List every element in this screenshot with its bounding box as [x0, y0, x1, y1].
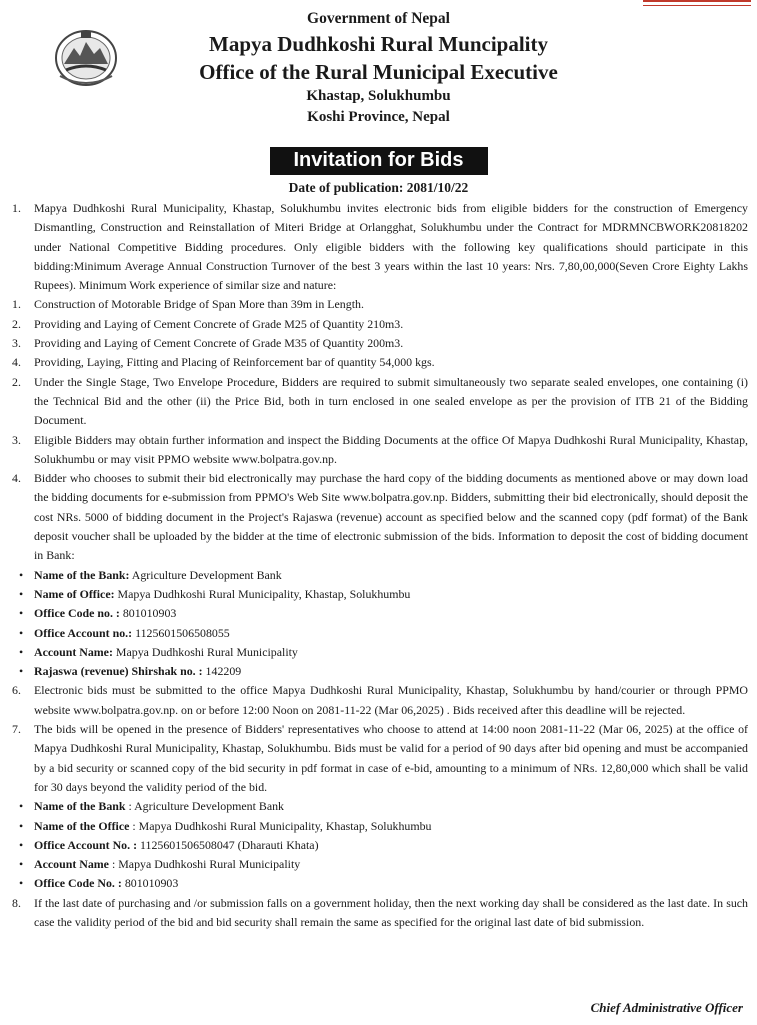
security-detail-bank-name	[12, 797, 748, 816]
municipality-name: Mapya Dudhkoshi Rural Muncipality	[209, 32, 548, 56]
bullet-icon: •	[19, 857, 24, 872]
detail-label: Office Account No. :	[34, 837, 138, 852]
detail-value: : Mapya Dudhkoshi Rural Municipality, Khastap, Solukhumbu	[129, 818, 432, 833]
detail-label: Rajaswa (revenue) Shirshak no. :	[34, 664, 203, 679]
paragraph-2	[12, 373, 748, 431]
notice-title: Invitation for Bids	[270, 147, 488, 175]
bank-detail-office-code	[12, 604, 748, 623]
address-line-1: Khastap, Solukhumbu	[306, 88, 451, 104]
detail-value: 801010903	[121, 876, 179, 891]
title-wrapper	[0, 147, 757, 175]
bank-detail-office-name	[12, 585, 748, 604]
detail-label: Name of the Bank	[34, 799, 126, 814]
paragraph-1	[12, 199, 748, 295]
detail-label: Office Account no.:	[34, 625, 133, 640]
detail-value: : Mapya Dudhkoshi Rural Municipality	[108, 857, 301, 872]
item-text: Bidder who chooses to submit their bid electronically may purchase the hard copy of the bidding documents as mentioned above or may down load the bidding documents for e-submission from PPMO's Web Site www.bolpatra.gov.np. Bidders, submitting their bid electronically, should deposit the cost NRs. 5000 of bidding document in the Project's Rajaswa (revenue) account as specified below and the scanned copy (pdf format) of the Bank deposit voucher shall be uploaded by the bidder at the time of electronic submission of the bids. Information to deposit the cost of bidding document in Bank:	[34, 471, 748, 563]
item-number: 3.	[12, 336, 21, 351]
detail-value: : Agriculture Development Bank	[125, 799, 285, 814]
item-text: Construction of Motorable Bridge of Span More than 39m in Length.	[34, 297, 364, 312]
detail-value: 1125601506508055	[132, 625, 230, 640]
notice-body	[12, 199, 748, 932]
publication-date: Date of publication: 2081/10/22	[288, 180, 469, 195]
item-number: 2.	[12, 374, 21, 389]
letterhead	[0, 8, 757, 128]
item-number: 4.	[12, 471, 21, 486]
bullet-icon: •	[19, 625, 24, 640]
bullet-icon: •	[19, 567, 24, 582]
detail-label: Account Name:	[34, 644, 113, 659]
detail-label: Office Code no. :	[34, 606, 120, 621]
paragraph-8	[12, 894, 748, 933]
office-name: Office of the Rural Municipal Executive	[199, 60, 558, 84]
detail-value: Agriculture Development Bank	[129, 567, 282, 582]
paragraph-6	[12, 681, 748, 720]
government-line: Government of Nepal	[307, 10, 450, 27]
item-text: The bids will be opened in the presence of Bidders' representatives who choose to attend at 14:00 noon 2081-11-22 (Mar 06, 2025) at the office of Mapya Dudhkoshi Rural Municipality, Khastap, Solukhumbu. Bids must be valid for a period of 90 days after bid opening and must be accompanied by a bid security or scanned copy of the bid security in pdf format in case of e-bid, amounting to a minimum of NRs. 12,80,000 which shall be valid for 30 days beyond the validity period of the bid.	[34, 722, 748, 794]
qualification-4	[12, 353, 748, 372]
bullet-icon: •	[19, 876, 24, 891]
qualification-3	[12, 334, 748, 353]
detail-value: Mapya Dudhkoshi Rural Municipality	[112, 644, 298, 659]
paragraph-7	[12, 720, 748, 797]
paragraph-4	[12, 469, 748, 565]
qualification-1	[12, 295, 748, 314]
bullet-icon: •	[19, 586, 24, 601]
qualification-2	[12, 315, 748, 334]
item-text: Eligible Bidders may obtain further information and inspect the Bidding Documents at the office Of Mapya Dudhkoshi Rural Municipality, Khastap, Solukhumbu or may visit PPMO website www.bolpatra.gov.np.	[34, 432, 748, 466]
bullet-icon: •	[19, 606, 24, 621]
item-text: Providing and Laying of Cement Concrete of Grade M35 of Quantity 200m3.	[34, 336, 404, 351]
security-detail-account-name	[12, 855, 748, 874]
item-number: 1.	[12, 201, 21, 215]
item-text: Providing and Laying of Cement Concrete of Grade M25 of Quantity 210m3.	[34, 316, 404, 331]
item-number: 6.	[12, 683, 21, 698]
bullet-icon: •	[19, 664, 24, 679]
bullet-icon: •	[19, 818, 24, 833]
item-number: 3.	[12, 432, 21, 447]
detail-value: 1125601506508047 (Dharauti Khata)	[137, 837, 319, 852]
detail-value: 142209	[202, 664, 242, 679]
item-text: If the last date of purchasing and /or submission falls on a government holiday, then the next working day shall be considered as the last date. In such case the validity period of the bid and bid security shall remain the same as specified for the original last date of bid submission.	[34, 895, 748, 929]
item-number: 4.	[12, 355, 21, 370]
address-line-2: Koshi Province, Nepal	[307, 109, 450, 125]
bank-detail-bank-name	[12, 566, 748, 585]
paragraph-3	[12, 431, 748, 470]
item-text: Under the Single Stage, Two Envelope Procedure, Bidders are required to submit simultaneously two separate sealed envelopes, one containing (i) the Technical Bid and the other (ii) the Price Bid, both in turn enclosed in one sealed envelope as per the provision of ITB 21 of the Bidding Document.	[34, 374, 748, 428]
item-number: 7.	[12, 722, 21, 737]
item-text: Mapya Dudhkoshi Rural Municipality, Khastap, Solukhumbu invites electronic bids from eligible bidders for the construction of Emergency Dismantling, Construction and Reinstallation of Miteri Bridge at Orlangghat, Solukhumbu under the Contract for MDRMNCBWORK20818202 under National Competitive Bidding procedures. Only eligible bidders with the following key qualifications should participate in this bidding:Minimum Average Annual Construction Turnover of the best 3 years within the last 10 years: Nrs. 7,80,00,000(Seven Crore Eighty Lakhs Rupees). Minimum Work experience of similar size and nature:	[34, 201, 748, 293]
detail-label: Name of the Bank:	[34, 567, 130, 582]
item-text: Electronic bids must be submitted to the office Mapya Dudhkoshi Rural Municipality, Khastap, Solukhumbu by hand/courier or through PPMO website www.bolpatra.gov.np. on or before 12:00 Noon on 2081-11-22 (Mar 06,2025) . Bids received after this deadline will be rejected.	[34, 683, 748, 717]
top-accent-bar	[643, 0, 751, 6]
security-detail-office-name	[12, 817, 748, 836]
bank-detail-office-account	[12, 624, 748, 643]
detail-value: 801010903	[119, 606, 177, 621]
security-detail-office-code	[12, 874, 748, 893]
detail-label: Office Code No. :	[34, 876, 122, 891]
detail-label: Name of Office:	[34, 586, 115, 601]
detail-value: Mapya Dudhkoshi Rural Municipality, Khastap, Solukhumbu	[114, 586, 411, 601]
bullet-icon: •	[19, 799, 24, 814]
security-detail-office-account	[12, 836, 748, 855]
bank-detail-rajaswa	[12, 662, 748, 681]
item-text: Providing, Laying, Fitting and Placing of Reinforcement bar of quantity 54,000 kgs.	[34, 355, 435, 370]
detail-label: Account Name	[34, 857, 109, 872]
detail-label: Name of the Office	[34, 818, 130, 833]
bullet-icon: •	[19, 837, 24, 852]
item-number: 8.	[12, 895, 21, 910]
bullet-icon: •	[19, 644, 24, 659]
bank-detail-account-name	[12, 643, 748, 662]
signature-title: Chief Administrative Officer	[590, 1000, 743, 1015]
item-number: 1.	[12, 297, 21, 312]
item-number: 2.	[12, 316, 21, 331]
